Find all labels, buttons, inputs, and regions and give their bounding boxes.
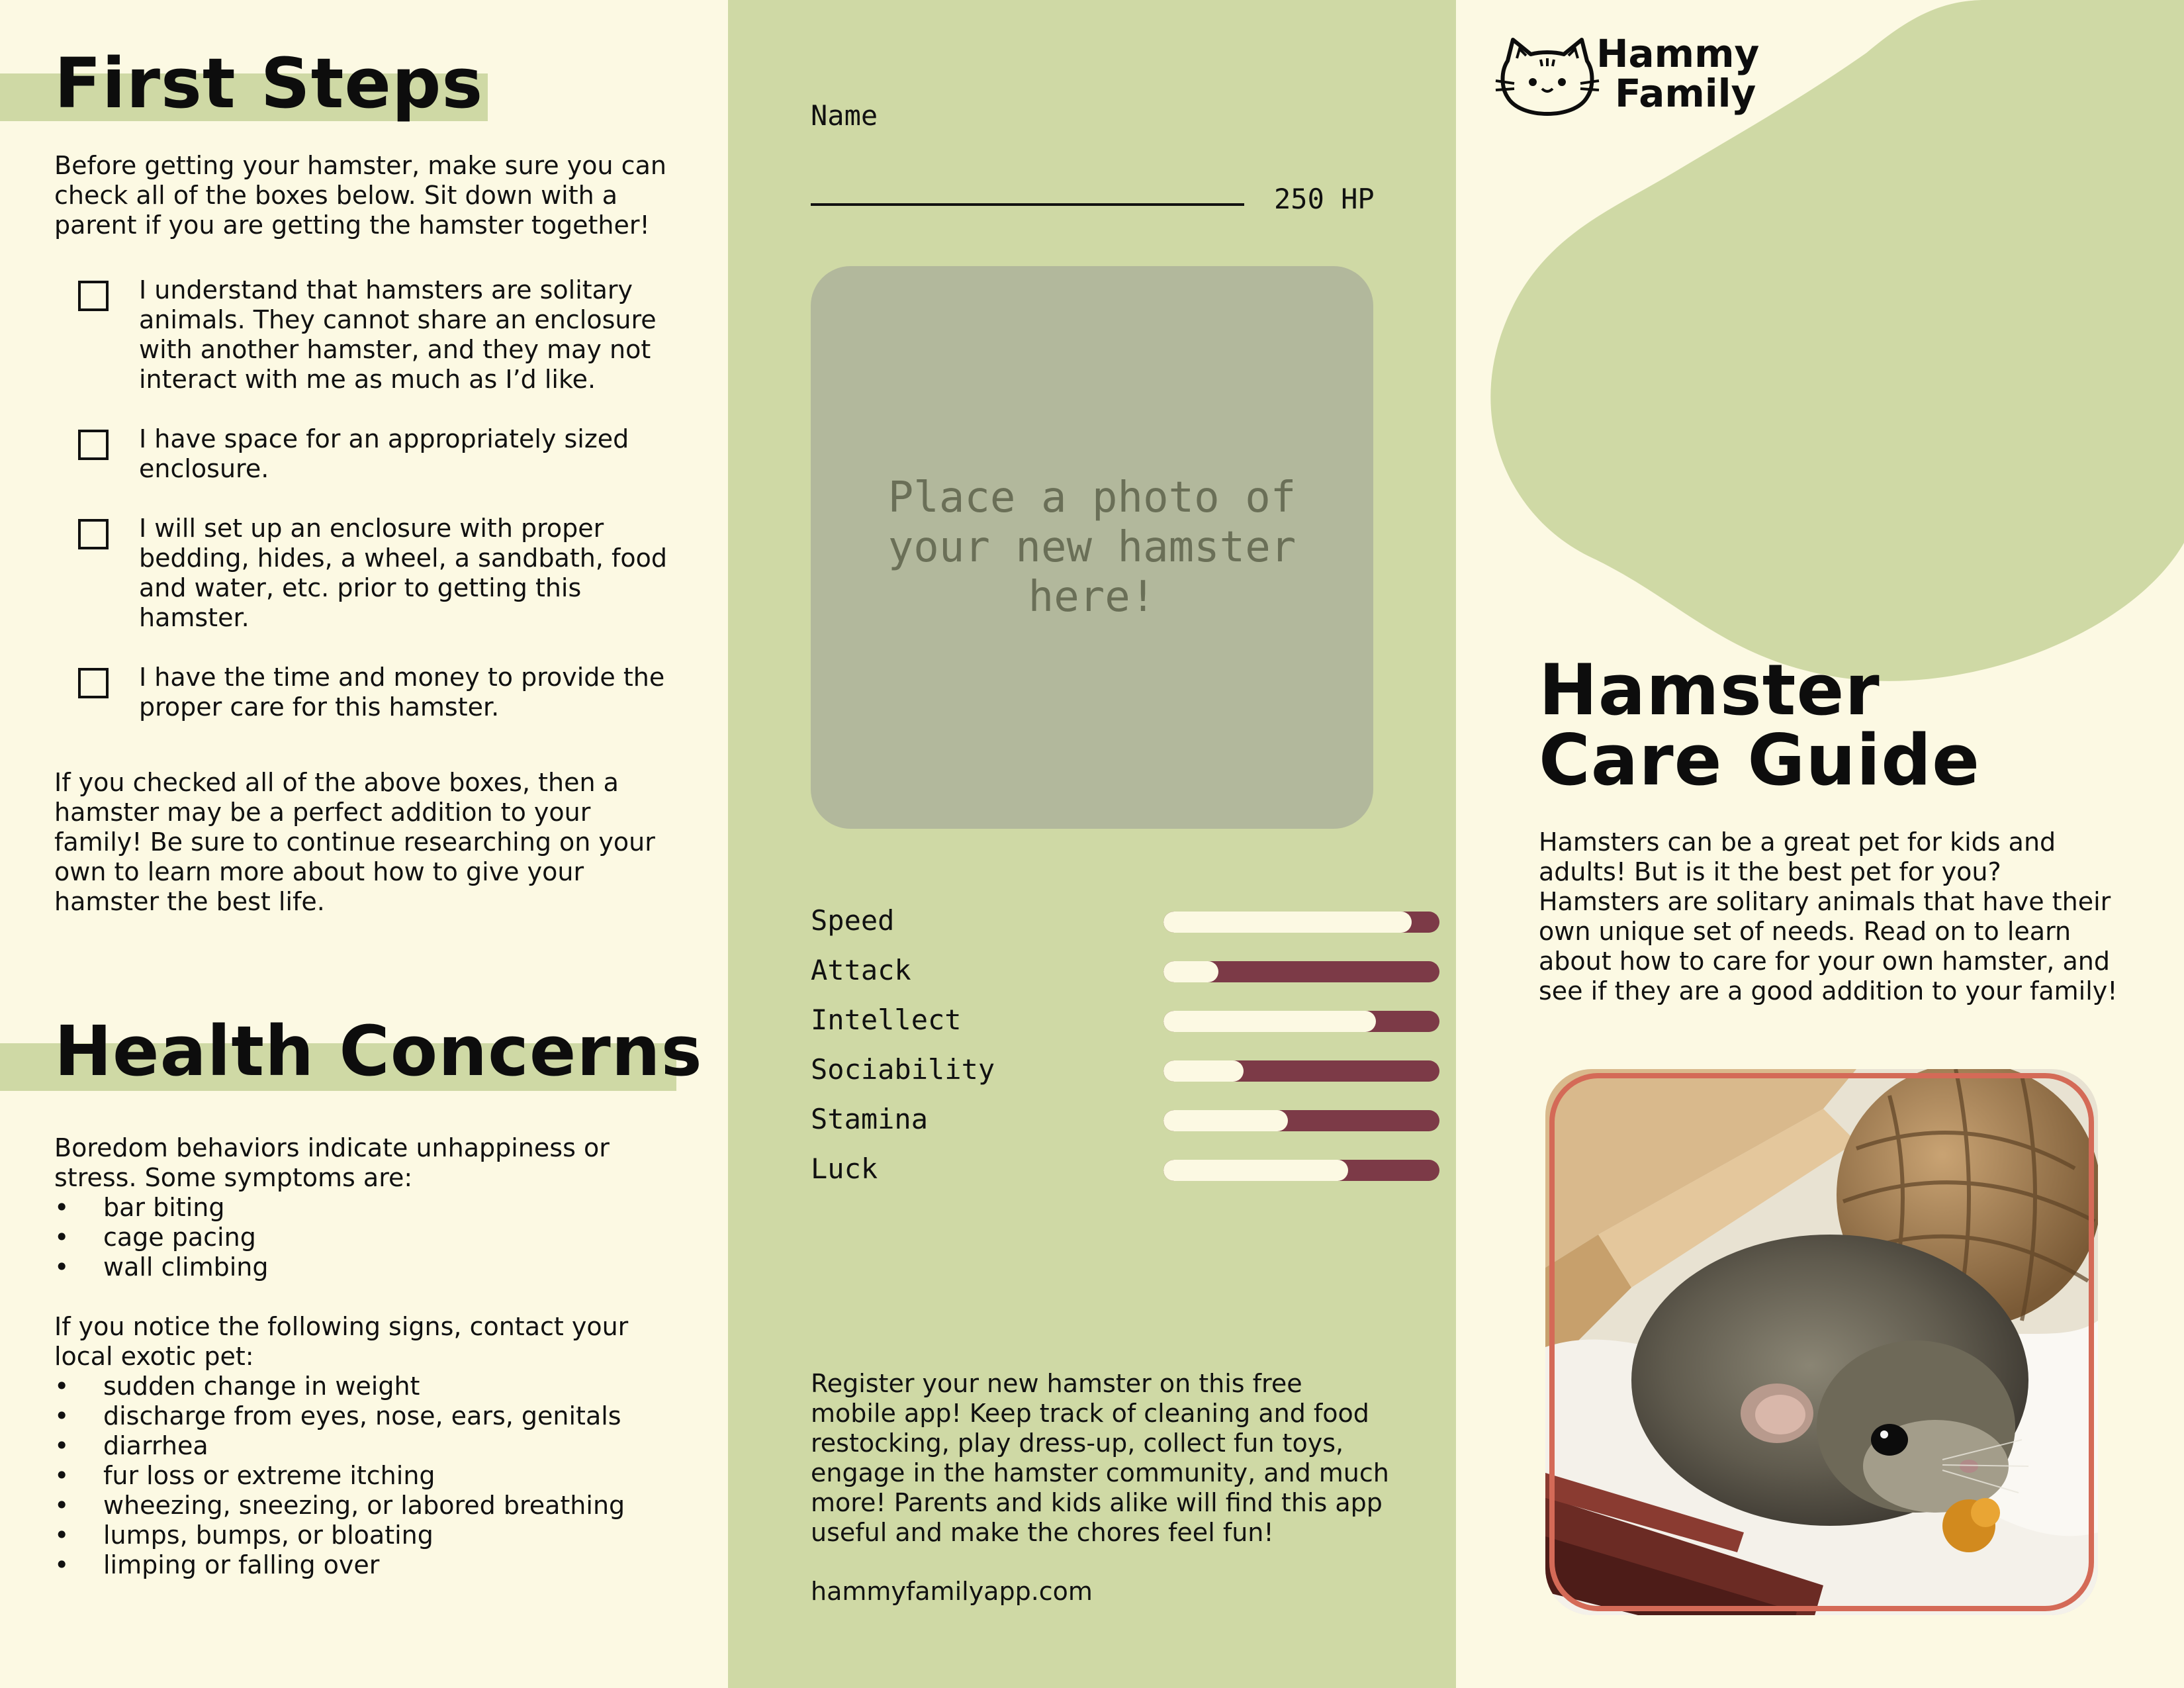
first-steps-intro: Before getting your hamster, make sure you can check all of the boxes below. Sit down with a parent if you are getting the hamster together! xyxy=(54,151,666,240)
health-concerns-title: Health Concerns xyxy=(54,1011,703,1092)
stat-bar-fill xyxy=(1163,912,1412,933)
checklist-item xyxy=(78,514,667,633)
stat-row xyxy=(811,951,1373,990)
list-item: • sudden change in weight xyxy=(54,1372,683,1401)
guide-description: Hamsters can be a great pet for kids and adults! But is it the best pet for you? Hamsters are solitary animals that have their own unique set of needs. Read on to learn about how to care for your own hamster, and see if they are a good addition to your family! xyxy=(1539,827,2118,1006)
checklist-item xyxy=(78,424,660,484)
checklist-item-text: I have the time and money to provide the proper care for this hamster. xyxy=(139,663,665,722)
health-intro-warning: If you notice the following signs, contact your local exotic pet: xyxy=(54,1312,629,1371)
stat-row xyxy=(811,1050,1373,1090)
list-item: • limping or falling over xyxy=(54,1550,683,1580)
stat-label: Attack xyxy=(811,954,911,986)
left-panel xyxy=(0,0,728,1688)
checklist-item xyxy=(78,663,665,722)
stat-bar-fill xyxy=(1163,1160,1348,1181)
cat-logo-icon xyxy=(1494,34,1600,120)
list-item: • bar biting xyxy=(54,1193,650,1223)
list-item: • diarrhea xyxy=(54,1431,683,1461)
checklist-item-text: I have space for an appropriately sized enclosure. xyxy=(139,424,629,483)
health-intro-boredom: Boredom behaviors indicate unhappiness or stress. Some symptoms are: xyxy=(54,1133,610,1192)
first-steps-outro: If you checked all of the above boxes, then a hamster may be a perfect addition to your family! Be sure to continue researching on your own to learn more about how to give your hamster the best life. xyxy=(54,768,655,916)
list-item: • discharge from eyes, nose, ears, genitals xyxy=(54,1401,683,1431)
stat-row xyxy=(811,1149,1373,1189)
checkbox[interactable] xyxy=(78,519,109,549)
stat-label: Stamina xyxy=(811,1103,929,1135)
stat-bar xyxy=(1163,912,1439,933)
guide-title-line2: Care Guide xyxy=(1539,720,1980,801)
logo-text-line2: Family xyxy=(1615,71,1756,116)
checklist-item-text: I will set up an enclosure with proper bedding, hides, a wheel, a sandbath, food and water, etc. prior to getting this hamster. xyxy=(139,514,667,632)
stat-label: Speed xyxy=(811,904,895,937)
stat-row xyxy=(811,1100,1373,1139)
stat-bar xyxy=(1163,961,1439,982)
stat-label: Sociability xyxy=(811,1053,995,1086)
hp-label: 250 HP xyxy=(1274,183,1375,215)
website-link[interactable]: hammyfamilyapp.com xyxy=(811,1577,1093,1606)
stat-bar-fill xyxy=(1163,1060,1244,1082)
list-item: • fur loss or extreme itching xyxy=(54,1461,683,1491)
stat-row xyxy=(811,901,1373,941)
warning-signs-list xyxy=(54,1372,683,1580)
stat-bar-fill xyxy=(1163,1110,1288,1131)
stat-bar-fill xyxy=(1163,961,1218,982)
checkbox[interactable] xyxy=(78,668,109,698)
stat-bar xyxy=(1163,1060,1439,1082)
stat-bar-fill xyxy=(1163,1011,1376,1032)
list-item: • lumps, bumps, or bloating xyxy=(54,1521,683,1550)
checklist-item-text: I understand that hamsters are solitary animals. They cannot share an enclosure with another hamster, and they may not interact with me as much as I’d like. xyxy=(139,275,657,394)
stat-label: Intellect xyxy=(811,1004,962,1036)
guide-title-line1: Hamster xyxy=(1539,649,1880,731)
middle-panel xyxy=(728,0,1456,1688)
checkbox[interactable] xyxy=(78,430,109,460)
stat-bar xyxy=(1163,1160,1439,1181)
register-text: Register your new hamster on this free mobile app! Keep track of cleaning and food restocking, play dress-up, collect fun toys, engage in the hamster community, and much more! Parents and kids alike will find this app useful and make the chores feel fun! xyxy=(811,1369,1389,1547)
first-steps-title: First Steps xyxy=(54,43,484,124)
checklist-item xyxy=(78,275,660,395)
right-panel xyxy=(1456,0,2184,1688)
boredom-symptoms-list xyxy=(54,1193,650,1282)
hamster-photo xyxy=(1545,1069,2098,1615)
stat-bar xyxy=(1163,1011,1439,1032)
photo-placeholder[interactable] xyxy=(811,266,1373,829)
stat-row xyxy=(811,1000,1373,1040)
logo-text-line1: Hammy xyxy=(1596,31,1760,76)
stat-label: Luck xyxy=(811,1152,878,1185)
list-item: • wall climbing xyxy=(54,1252,650,1282)
name-label: Name xyxy=(811,99,878,132)
list-item: • cage pacing xyxy=(54,1223,650,1252)
list-item: • wheezing, sneezing, or labored breathing xyxy=(54,1491,683,1521)
checkbox[interactable] xyxy=(78,281,109,311)
stat-bar xyxy=(1163,1110,1439,1131)
photo-placeholder-text: Place a photo of your new hamster here! xyxy=(887,473,1297,622)
name-input-line[interactable] xyxy=(811,203,1244,206)
